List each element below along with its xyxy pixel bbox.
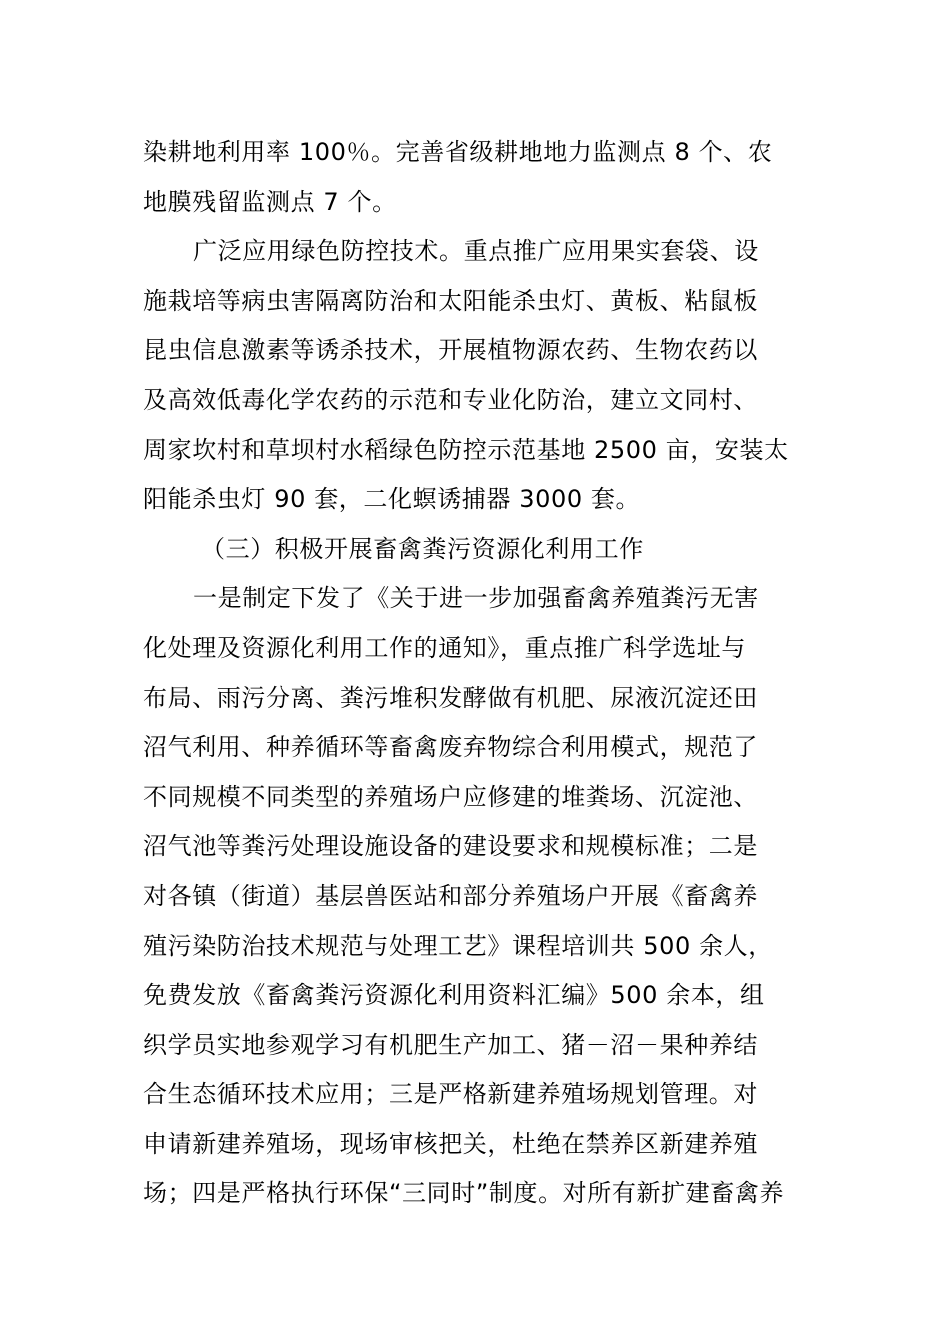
section-heading: （三）积极开展畜禽粪污资源化利用工作 (201, 534, 644, 563)
paragraph-start-line: 一是制定下发了《关于进一步加强畜禽养殖粪污无害 (193, 584, 759, 613)
text-line: 申请新建养殖场，现场审核把关，杜绝在禁养区新建养殖 (143, 1129, 758, 1158)
text-line: 染耕地利用率 100％。完善省级耕地地力监测点 8 个、农 (143, 138, 773, 166)
text-line: 免费发放《畜禽粪污资源化利用资料汇编》500 余本，组 (143, 981, 765, 1010)
text-line: 沼气利用、种养循环等畜禽废弃物综合利用模式，规范了 (143, 733, 758, 762)
text-line: 殖污染防治技术规范与处理工艺》课程培训共 500 余人， (143, 931, 773, 960)
text-line: 地膜残留监测点 7 个。 (143, 187, 397, 216)
body-text (143, 128, 807, 1219)
text-line: 及高效低毒化学农药的示范和专业化防治，建立文同村、 (143, 385, 758, 414)
text-line: 织学员实地参观学习有机肥生产加工、猪－沼－果种养结 (143, 1030, 758, 1059)
text-line: 场；四是严格执行环保“三同时”制度。对所有新扩建畜禽养 (143, 1179, 785, 1208)
text-line: 化处理及资源化利用工作的通知》，重点推广科学选址与 (143, 633, 746, 662)
text-line: 不同规模不同类型的养殖场户应修建的堆粪场、沉淀池、 (143, 782, 758, 811)
text-line: 对各镇（街道）基层兽医站和部分养殖场户开展《畜禽养 (143, 881, 758, 910)
paragraph-start-line: 广泛应用绿色防控技术。重点推广应用果实套袋、设 (193, 237, 759, 266)
text-line: 沼气池等粪污处理设施设备的建设要求和规模标准；二是 (143, 832, 758, 861)
text-line: 周家坎村和草坝村水稻绿色防控示范基地 2500 亩，安装太 (143, 435, 789, 464)
text-line: 昆虫信息激素等诱杀技术，开展植物源农药、生物农药以 (143, 336, 758, 365)
text-line: 施栽培等病虫害隔离防治和太阳能杀虫灯、黄板、粘鼠板 (143, 286, 758, 315)
text-line: 布局、雨污分离、粪污堆积发酵做有机肥、尿液沉淀还田 (143, 683, 758, 712)
text-line: 阳能杀虫灯 90 套，二化螟诱捕器 3000 套。 (143, 485, 641, 514)
text-line: 合生态循环技术应用；三是严格新建养殖场规划管理。对 (143, 1080, 758, 1109)
